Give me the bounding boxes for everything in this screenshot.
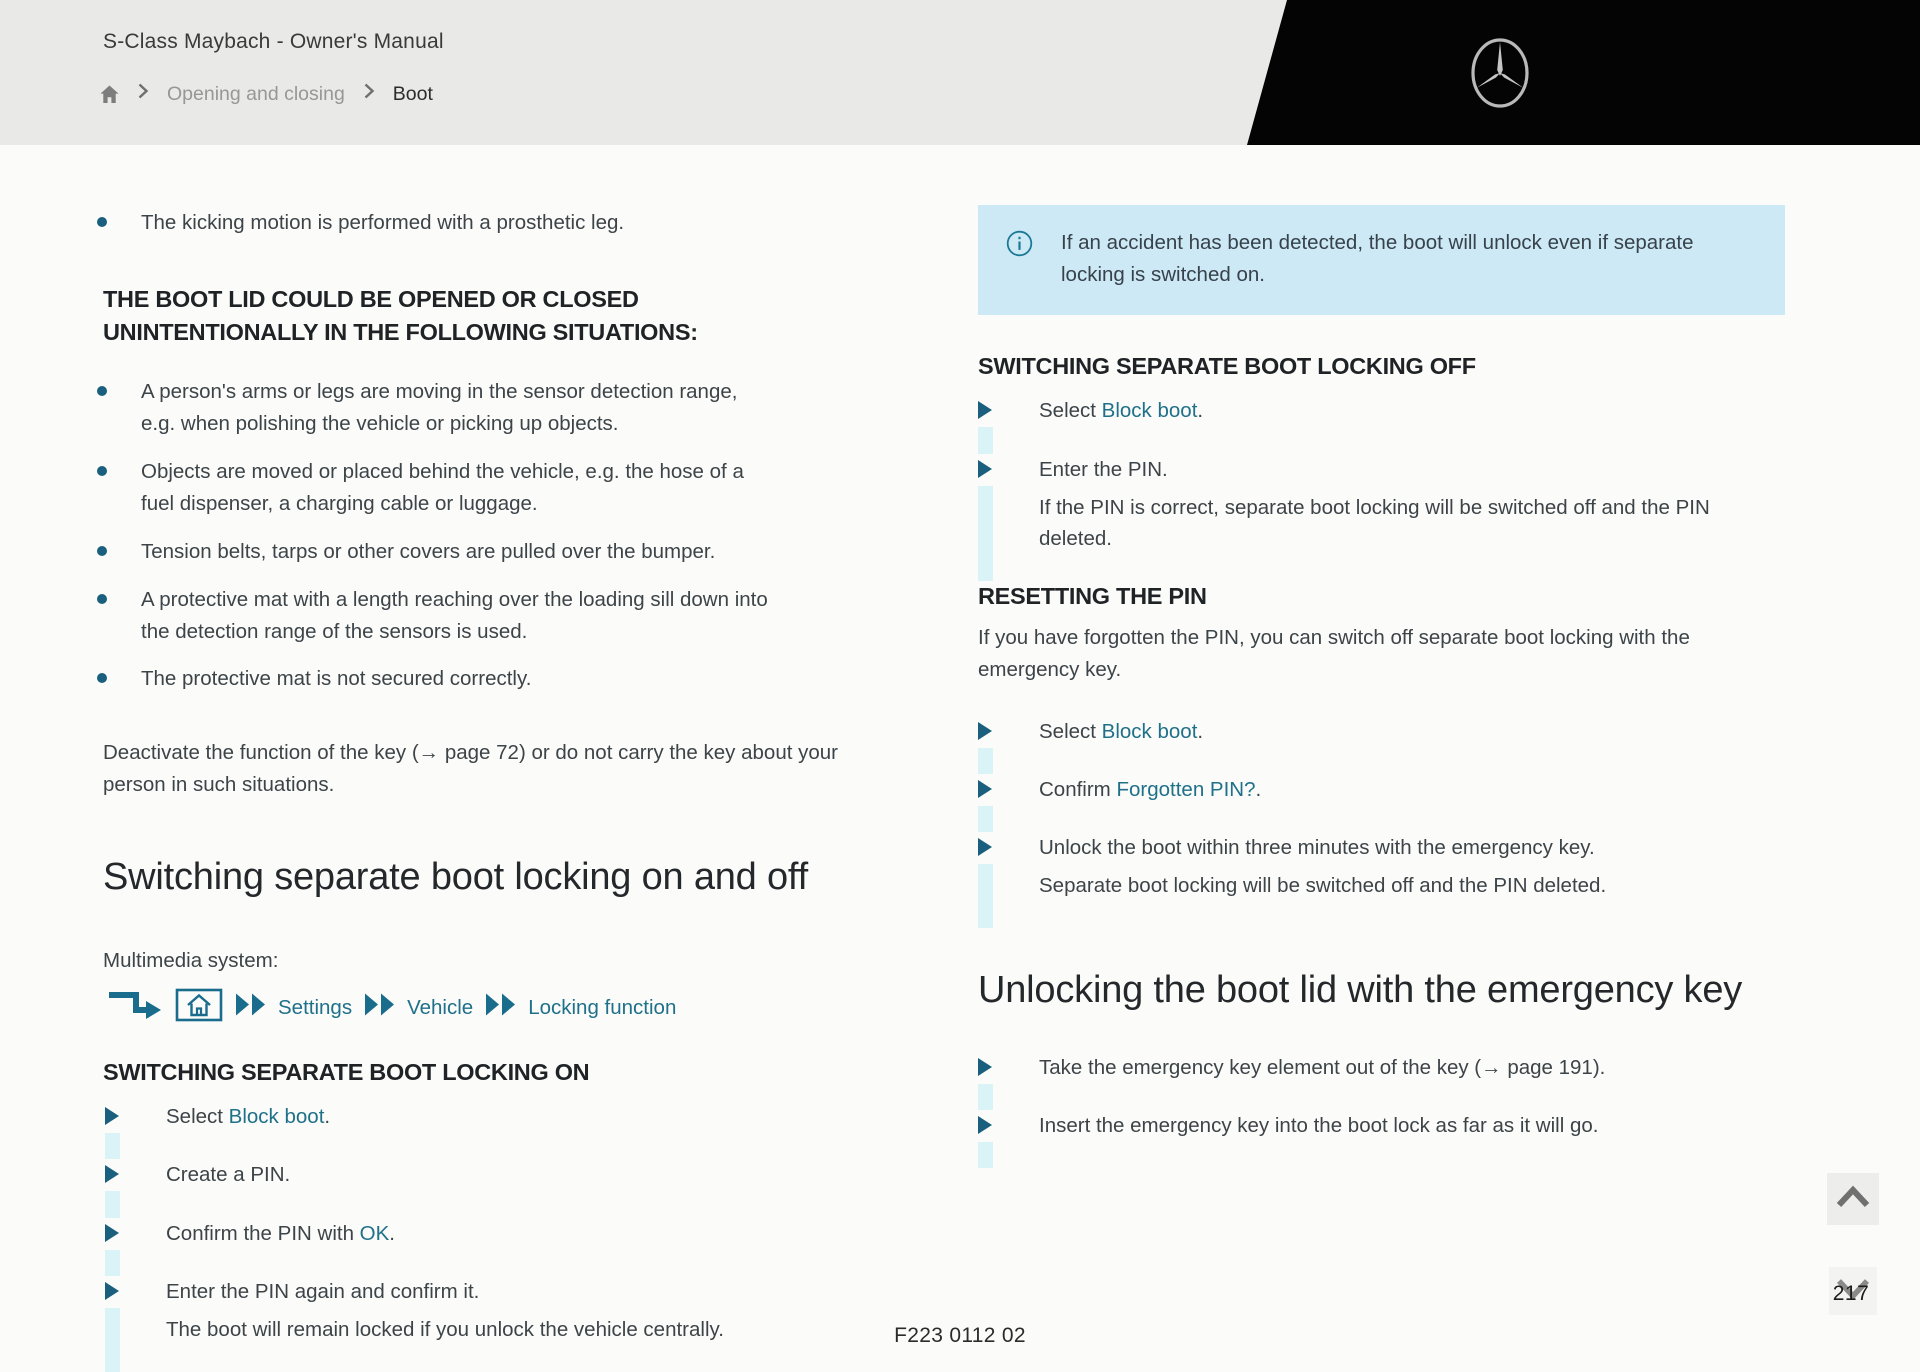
figure-code: F223 0112 02 xyxy=(894,1324,1026,1347)
list-item xyxy=(95,207,905,239)
step-bar xyxy=(105,1133,120,1159)
step-bar xyxy=(978,486,993,581)
menu-path-segment xyxy=(364,993,473,1022)
bullet-icon xyxy=(97,594,107,604)
ui-reference-label: Block boot xyxy=(228,1105,325,1129)
step-bar xyxy=(978,806,993,832)
home-screen-icon xyxy=(175,988,223,1028)
step-arrow-icon xyxy=(978,401,992,419)
chevron-right-icon xyxy=(363,82,375,106)
deactivate-paragraph: Deactivate the function of the key (→ page 72) or do not carry the key about your person in such situations. xyxy=(103,741,838,797)
step-text: Unlock the boot within three minutes with the emergency key. xyxy=(1039,835,1595,859)
step-marker xyxy=(978,832,993,928)
list-item xyxy=(95,663,905,695)
step-marker xyxy=(978,774,993,832)
step-marker xyxy=(105,1218,120,1276)
step-bar xyxy=(978,1084,993,1110)
ui-reference-label: OK xyxy=(359,1221,390,1245)
step-arrow-icon xyxy=(105,1165,119,1183)
enter-arrow-icon xyxy=(105,987,163,1029)
step-text: Create a PIN. xyxy=(166,1163,291,1187)
step-text: Select xyxy=(1039,719,1102,743)
warning-subheading: THE BOOT LID COULD BE OPENED OR CLOSED UNINTENTIONALLY IN THE FOLLOWING SITUATIONS: xyxy=(103,285,698,346)
step-text: Select xyxy=(1039,399,1102,423)
breadcrumb-item-boot: Boot xyxy=(392,82,433,105)
subheading-locking-off: SWITCHING SEPARATE BOOT LOCKING OFF xyxy=(978,352,1476,379)
step-arrow-icon xyxy=(105,1224,119,1242)
step-item xyxy=(978,832,1790,928)
bullet-icon xyxy=(97,217,107,227)
home-icon[interactable] xyxy=(100,85,119,104)
bullet-icon xyxy=(97,546,107,556)
page-number-badge[interactable] xyxy=(1829,1267,1877,1315)
step-bar xyxy=(978,427,993,453)
ui-reference-label: Block boot xyxy=(1101,399,1198,423)
multimedia-system-label: Multimedia system: xyxy=(103,948,279,972)
info-note-text: If an accident has been detected, the boot will unlock even if separate locking is switched on. xyxy=(1061,231,1694,286)
step-note: If the PIN is correct, separate boot locking will be switched off and the PIN deleted. xyxy=(1039,495,1710,550)
step-text: . xyxy=(389,1221,395,1245)
bullet-icon xyxy=(97,386,107,396)
menu-path-row xyxy=(105,987,905,1029)
step-note: The boot will remain locked if you unlock the vehicle centrally. xyxy=(166,1317,724,1341)
list-item xyxy=(95,536,905,568)
step-item xyxy=(978,395,1790,453)
section-title-switching-locking: Switching separate boot locking on and off xyxy=(103,856,808,899)
step-arrow-icon xyxy=(978,838,992,856)
step-arrow-icon xyxy=(978,460,992,478)
bullet-text: A protective mat with a length reaching over the loading sill down into the detection range of the sensors is used. xyxy=(141,587,768,643)
step-bar xyxy=(978,1142,993,1168)
list-item xyxy=(95,456,905,520)
menu-path-segment xyxy=(485,993,676,1022)
step-marker xyxy=(978,395,993,453)
menu-path-label: Settings xyxy=(278,995,353,1019)
info-note-box xyxy=(978,205,1785,315)
step-marker xyxy=(105,1101,120,1159)
step-item xyxy=(978,1110,1790,1168)
step-text: . xyxy=(1255,777,1262,801)
step-text: Select xyxy=(166,1105,229,1129)
steps-locking-off xyxy=(978,395,1790,581)
step-arrow-icon xyxy=(105,1107,119,1125)
bullet-text: The protective mat is not secured correctly. xyxy=(141,667,532,691)
header-brand-band xyxy=(1240,0,1920,145)
step-item xyxy=(978,1052,1790,1110)
chevron-right-icon xyxy=(137,82,149,106)
bullet-text: Objects are moved or placed behind the vehicle, e.g. the hose of a fuel dispenser, a charging cable or luggage. xyxy=(141,459,744,515)
step-marker xyxy=(978,1052,993,1110)
step-text: Take the emergency key element out of the key (→ page 191). xyxy=(1039,1055,1606,1079)
menu-path-label: Locking function xyxy=(528,995,677,1019)
ui-reference-label: Forgotten PIN? xyxy=(1116,777,1256,801)
step-text: Confirm the PIN with xyxy=(166,1221,360,1245)
step-arrow-icon xyxy=(105,1282,119,1300)
bullet-text: The kicking motion is performed with a prosthetic leg. xyxy=(141,211,625,234)
ui-reference-label: Block boot xyxy=(1101,719,1198,743)
step-text: Enter the PIN again and confirm it. xyxy=(166,1279,480,1303)
step-text: . xyxy=(1197,719,1204,743)
menu-path-label: Vehicle xyxy=(407,995,474,1019)
step-bar xyxy=(105,1250,120,1276)
step-marker xyxy=(978,454,993,581)
step-item xyxy=(105,1101,905,1159)
step-item xyxy=(105,1218,905,1276)
step-arrow-icon xyxy=(978,780,992,798)
steps-unlocking xyxy=(978,1052,1790,1168)
step-text: . xyxy=(324,1105,331,1129)
mercedes-star-icon xyxy=(1468,36,1532,110)
step-item xyxy=(105,1159,905,1217)
subheading-locking-on: SWITCHING SEPARATE BOOT LOCKING ON xyxy=(103,1058,590,1085)
step-arrow-icon xyxy=(978,1116,992,1134)
step-text: Confirm xyxy=(1039,777,1117,801)
info-icon xyxy=(1006,230,1033,291)
step-marker xyxy=(978,1110,993,1168)
subheading-resetting-pin: RESETTING THE PIN xyxy=(978,583,1207,610)
step-text: Enter the PIN. xyxy=(1039,457,1168,481)
step-marker xyxy=(105,1159,120,1217)
list-item xyxy=(95,584,905,648)
step-item xyxy=(978,454,1790,581)
situation-list xyxy=(95,376,905,696)
step-item xyxy=(978,716,1790,774)
step-text: . xyxy=(1197,399,1204,423)
page-title: S-Class Maybach - Owner's Manual xyxy=(103,30,444,53)
chevron-up-icon xyxy=(1835,1185,1871,1214)
bullet-icon xyxy=(97,673,107,683)
breadcrumb-item-opening-and-closing[interactable]: Opening and closing xyxy=(167,82,345,105)
section-title-unlocking-emergency: Unlocking the boot lid with the emergency key xyxy=(978,969,1743,1012)
double-chevron-icon xyxy=(235,993,266,1022)
right-column xyxy=(978,205,1790,1168)
bullet-icon xyxy=(97,466,107,476)
step-text: Insert the emergency key into the boot lock as far as it will go. xyxy=(1039,1113,1599,1137)
scroll-to-top-button[interactable] xyxy=(1827,1173,1879,1225)
double-chevron-icon xyxy=(485,993,516,1022)
page-number: 217 xyxy=(1832,1282,1870,1305)
step-arrow-icon xyxy=(978,1058,992,1076)
left-column xyxy=(95,195,905,1372)
step-bar xyxy=(105,1191,120,1217)
steps-resetting-pin xyxy=(978,716,1790,929)
double-chevron-icon xyxy=(364,993,395,1022)
list-item xyxy=(95,376,905,440)
bullet-text: Tension belts, tarps or other covers are pulled over the bumper. xyxy=(141,539,716,563)
header-bar xyxy=(0,0,1920,145)
step-item xyxy=(978,774,1790,832)
step-marker xyxy=(978,716,993,774)
menu-path-segment xyxy=(235,993,352,1022)
step-bar xyxy=(978,864,993,928)
step-note: Separate boot locking will be switched off and the PIN deleted. xyxy=(1039,874,1607,898)
reset-paragraph: If you have forgotten the PIN, you can switch off separate boot locking with the emergency key. xyxy=(978,625,1690,681)
breadcrumb xyxy=(100,82,433,106)
step-arrow-icon xyxy=(978,722,992,740)
bullet-text: A person's arms or legs are moving in the sensor detection range, e.g. when polishing the vehicle or picking up objects. xyxy=(141,379,738,435)
step-bar xyxy=(978,748,993,774)
